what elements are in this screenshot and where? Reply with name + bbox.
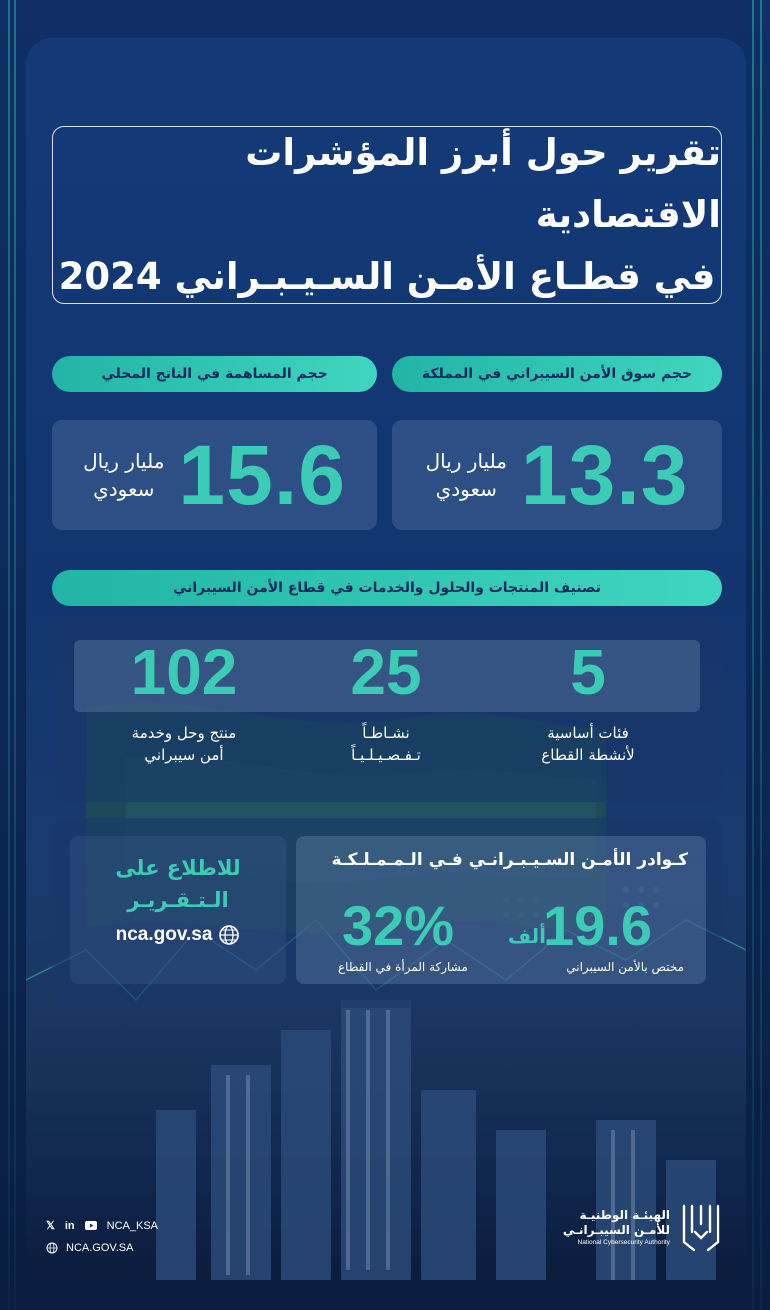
classification-item-products bbox=[84, 636, 284, 766]
social-links bbox=[46, 1219, 158, 1232]
linkedin-icon[interactable]: in bbox=[64, 1219, 75, 1232]
women-participation-label: مشاركة المرأة في القطاع bbox=[338, 960, 468, 974]
activities-value: 25 bbox=[350, 636, 422, 708]
report-link-line1: للاطلاع على bbox=[115, 856, 241, 880]
classification-panel bbox=[52, 616, 722, 802]
market-unit-line2: سعودي bbox=[435, 477, 497, 501]
specialists-unit: ألف bbox=[507, 924, 546, 948]
specialists-label: مختص بالأمن السيبراني bbox=[566, 960, 684, 974]
activities-label-line1: نشـاطـاً bbox=[362, 724, 410, 742]
logo-ar-line2: للأمـن السيبـرانـي bbox=[562, 1223, 670, 1237]
report-link-box[interactable] bbox=[70, 836, 286, 984]
gdp-contribution-box bbox=[52, 420, 377, 530]
categories-label bbox=[488, 722, 688, 766]
market-size-unit bbox=[426, 447, 507, 503]
x-icon[interactable]: 𝕏 bbox=[46, 1220, 55, 1232]
report-link-line2: الـتـقـريـر bbox=[127, 888, 229, 912]
gdp-contribution-value: 15.6 bbox=[178, 427, 346, 522]
activities-label bbox=[286, 722, 486, 766]
report-url-text[interactable]: nca.gov.sa bbox=[115, 924, 213, 945]
market-size-value: 13.3 bbox=[520, 427, 689, 522]
products-label-line1: منتج وحل وخدمة bbox=[131, 724, 237, 742]
gdp-unit-line2: سعودي bbox=[93, 477, 155, 501]
logo-text bbox=[563, 1208, 670, 1248]
classification-item-activities bbox=[286, 636, 486, 766]
market-size-box bbox=[392, 420, 722, 530]
web-globe-icon bbox=[46, 1242, 58, 1254]
categories-label-line1: فئات أساسية bbox=[547, 724, 629, 742]
classification-label: تصنيف المنتجات والحلول والخدمات في قطاع الأمن السيبراني bbox=[52, 570, 722, 606]
website-link[interactable] bbox=[46, 1242, 133, 1254]
footer bbox=[26, 1190, 746, 1280]
title-box bbox=[52, 126, 722, 304]
categories-label-line2: لأنشطة القطاع bbox=[541, 746, 635, 764]
nca-emblem-icon bbox=[678, 1202, 724, 1254]
youtube-icon[interactable] bbox=[85, 1221, 97, 1230]
gdp-unit-line1: مليار ريال bbox=[83, 449, 165, 473]
website-text[interactable]: NCA.GOV.SA bbox=[66, 1242, 134, 1254]
products-value: 102 bbox=[130, 636, 238, 708]
social-handle[interactable]: NCA_KSA bbox=[106, 1219, 159, 1232]
products-label-line2: أمن سيبراني bbox=[144, 746, 224, 764]
nca-logo bbox=[563, 1202, 724, 1254]
market-size-label: حجم سوق الأمن السيبراني في المملكة bbox=[392, 356, 722, 392]
activities-label-line2: تـفـصـيـلـيـاً bbox=[351, 746, 421, 764]
gdp-contribution-label: حجم المساهمة في الناتج المحلي bbox=[52, 356, 377, 392]
infographic-card bbox=[26, 38, 746, 1280]
logo-en: National Cybersecurity Authority bbox=[577, 1239, 670, 1246]
classification-item-categories bbox=[488, 636, 688, 766]
products-label bbox=[84, 722, 284, 766]
cadres-panel bbox=[52, 818, 722, 1008]
cadres-title: كـوادر الأمـن السـيـبـرانـي فـي الـمـمـلـكـة bbox=[331, 850, 688, 870]
title-line-1: تقرير حول أبرز المؤشرات الاقتصادية bbox=[245, 131, 721, 236]
cadres-box bbox=[296, 836, 706, 984]
categories-value: 5 bbox=[570, 636, 606, 708]
women-participation-value: 32% bbox=[342, 894, 455, 957]
logo-ar-line1: الهيئـة الوطنيـة bbox=[579, 1208, 670, 1222]
globe-icon bbox=[218, 924, 240, 946]
gdp-contribution-unit bbox=[83, 447, 164, 503]
market-unit-line1: مليار ريال bbox=[425, 449, 507, 473]
title-line-2: في قطـاع الأمـن السـيـبـراني 2024 bbox=[58, 255, 716, 298]
specialists-value: 19.6 bbox=[543, 894, 652, 957]
report-url[interactable] bbox=[70, 924, 286, 946]
